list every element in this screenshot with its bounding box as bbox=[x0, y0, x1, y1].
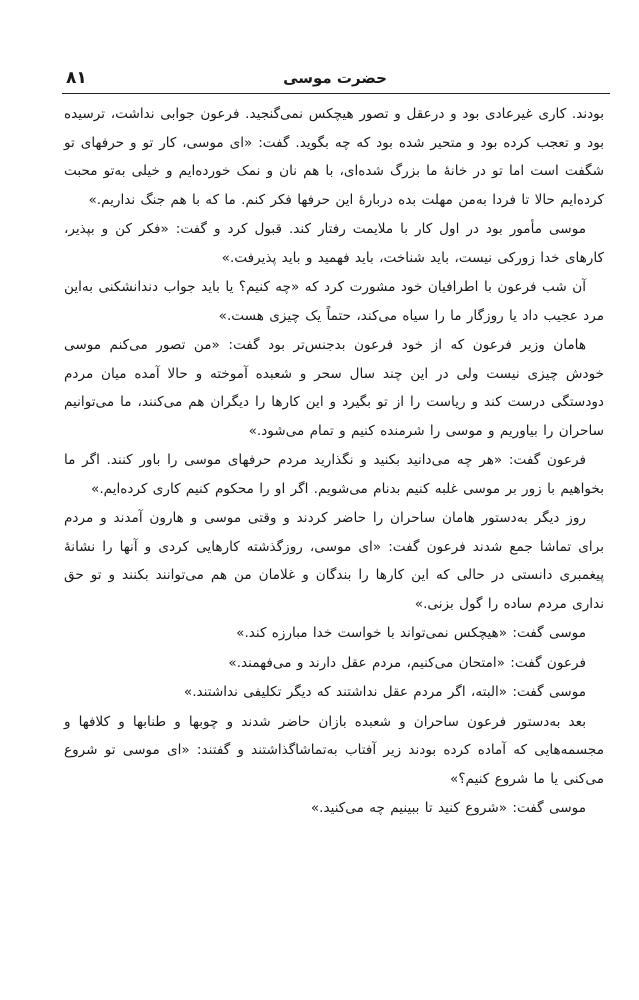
running-title: حضرت موسی bbox=[283, 69, 387, 87]
header-rule bbox=[62, 93, 610, 94]
paragraph: موسی مأمور بود در اول کار با ملایمت رفتار کند. قبول کرد و گفت: «فکر کن و بپذیر، کارهای خدا زورکی نیست، باید شناخت، باید فهمید و باید پذیرفت.» bbox=[64, 221, 604, 266]
paragraph: آن شب فرعون با اطرافیان خود مشورت کرد که «چه کنیم؟ یا باید جواب دندانشکنی به‌این مرد عجیب داد یا روزگار ما را سیاه می‌کند، حتماً یک چیزی هست.» bbox=[64, 279, 604, 324]
page-number: ۸۱ bbox=[66, 68, 87, 88]
paragraph: بعد به‌دستور فرعون ساحران و شعبده بازان حاضر شدند و چوبها و طنابها و کلافها و مجسمه‌هایی که آماده کرده بودند زیر آفتاب به‌تماشاگذاشتند و گفتند: «ای موسی تو شروع می‌کنی یا ما شروع کنیم؟» bbox=[64, 713, 604, 787]
dialogue-line: فرعون گفت: «امتحان می‌کنیم، مردم عقل دارند و می‌فهمند.» bbox=[228, 654, 586, 671]
dialogue-line: موسی گفت: «شروع کنید تا ببینیم چه می‌کنید.» bbox=[310, 800, 586, 816]
dialogue-line: موسی گفت: «البته، اگر مردم عقل نداشتند که دیگر تکلیفی نداشتند.» bbox=[183, 684, 586, 700]
paragraph: بودند. کاری غیرعادی بود و درعقل و تصور هیچکس نمی‌گنجید. فرعون جوابی نداشت، ترسیده بود و تعجب کرده بود و متحیر شده بود که چه بگوید. گفت: «ای موسی، کار تو و حرفهای تو شگفت است اما تو در خانهٔ ما بزرگ شده‌ای، با هم نان و نمک خورده‌ایم و خیلی به‌تو محبت کرده‌ایم حالا تا فردا به‌من مهلت بده دربارهٔ این حرفها فکر کنم. ما که با هم جنگ نداریم.» bbox=[64, 106, 604, 208]
dialogue-line: موسی گفت: «هیچکس نمی‌تواند با خواست خدا مبارزه کند.» bbox=[236, 625, 586, 641]
page-body bbox=[64, 100, 604, 824]
paragraph: فرعون گفت: «هر چه می‌دانید بکنید و نگذارید مردم حرفهای موسی را باور کنند. اگر ما بخواهیم با زور بر موسی غلبه کنیم بدنام می‌شویم. اگر او را محکوم کنیم کاری کرده‌ایم.» bbox=[64, 452, 604, 497]
paragraph: روز دیگر به‌دستور هامان ساحران را حاضر کردند و وقتی موسی و هارون آمدند و مردم برای تماشا جمع شدند فرعون گفت: «ای موسی، روزگذشته کارهایی کردی و آنها را نشانهٔ پیغمبری دانستی در حالی که این کارها را بندگان و غلامان من هم می‌توانند بکنند و تو حق نداری مردم ساده را گول بزنی.» bbox=[64, 510, 604, 612]
page-header bbox=[66, 66, 604, 90]
paragraph: هامان وزیر فرعون که از خود فرعون بدجنس‌تر بود گفت: «من تصور می‌کنم موسی خودش چیزی نیست ولی در این چند سال سحر و شعبده آموخته و حالا آمده میان مردم دودستگی درست کند و ریاست را از تو بگیرد و این کارها را دیگران هم می‌کنند، ما می‌توانیم ساحران را بیاوریم و موسی را شرمنده کنیم و تمام می‌شود.» bbox=[64, 337, 604, 439]
